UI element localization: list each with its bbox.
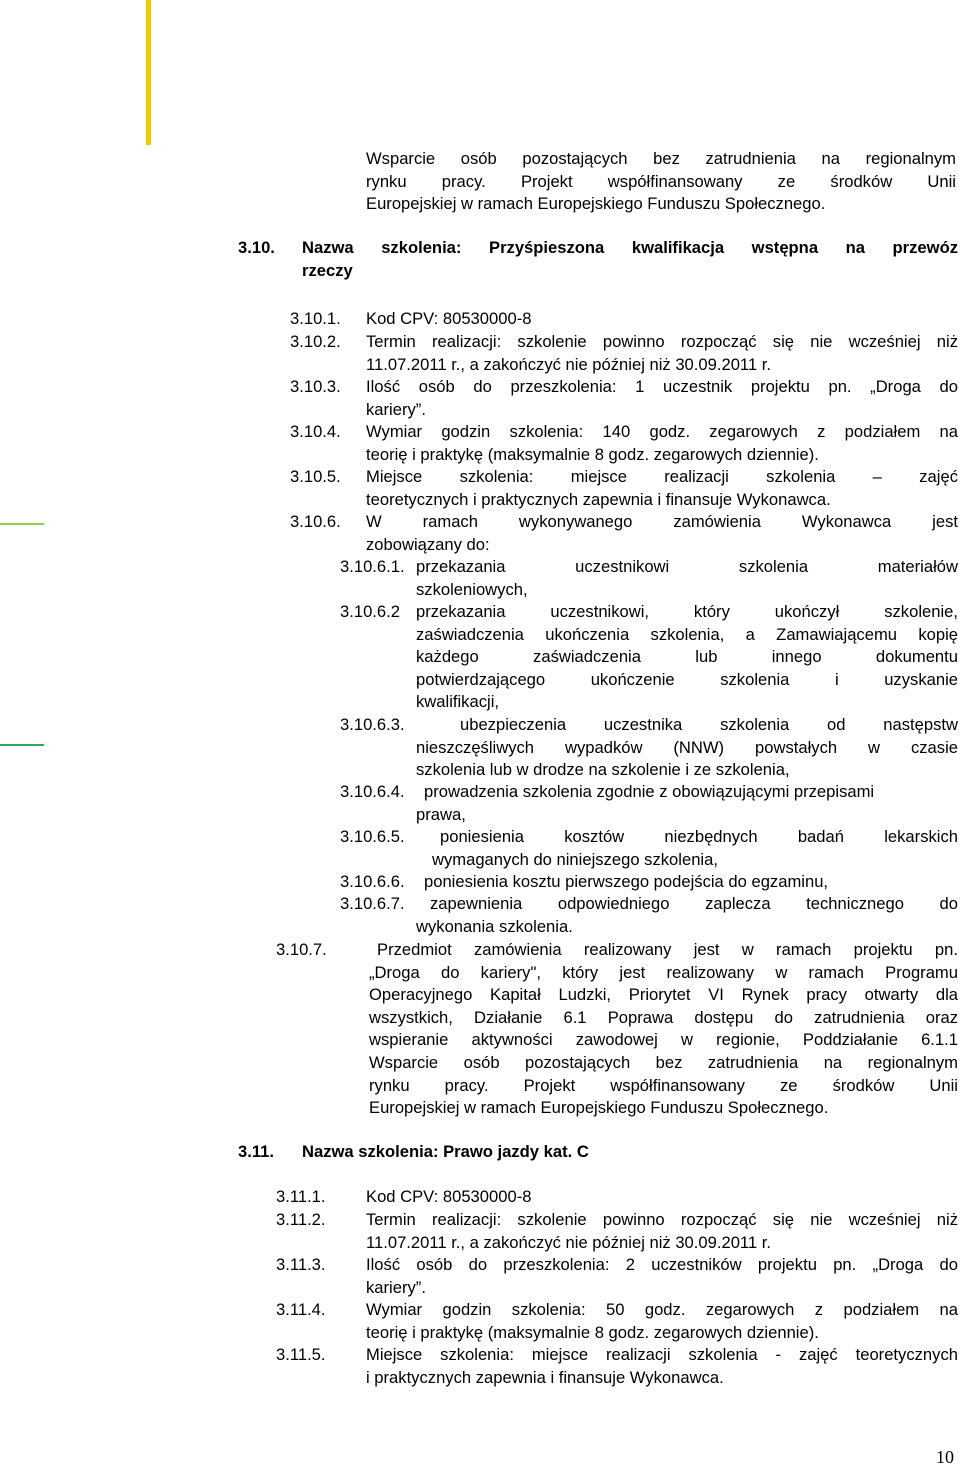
item-text bbox=[366, 331, 958, 376]
section-number: 3.11. bbox=[238, 1142, 274, 1161]
text-line: Wymiar godzin szkolenia: 50 godz. zegarowych z podziałem na bbox=[366, 1300, 958, 1319]
item-number: 3.10.7. bbox=[276, 940, 327, 959]
text-line: potwierdzającego ukończenie szkolenia i uzyskanie bbox=[416, 669, 958, 689]
text-line: szkoleniowych, bbox=[416, 579, 528, 599]
text-line: rynku pracy. Projekt współfinansowany ze środków Unii bbox=[369, 1075, 958, 1095]
text-line: Wsparcie osób pozostających bez zatrudnienia na regionalnym bbox=[369, 1052, 958, 1072]
subitem-text bbox=[416, 826, 958, 871]
item-number: 3.10.2. bbox=[290, 332, 341, 351]
text-line: zobowiązany do: bbox=[366, 534, 490, 554]
subitem-number: 3.10.6.1. bbox=[340, 557, 405, 576]
text-line: przekazania uczestnikowi, który ukończył szkolenie, bbox=[416, 602, 958, 621]
section-heading: Nazwa szkolenia: Prawo jazdy kat. C bbox=[302, 1142, 589, 1161]
text-line: zapewnienia odpowiedniego zaplecza technicznego do bbox=[430, 894, 958, 913]
text-line: kwalifikacji, bbox=[416, 692, 499, 712]
text-line: teoretycznych i praktycznych zapewnia i finansuje Wykonawca. bbox=[366, 489, 831, 509]
text-line: Miejsce szkolenia: miejsce realizacji szkolenia - zajęć teoretycznych bbox=[366, 1345, 958, 1364]
text-line: 11.07.2011 r., a zakończyć nie później niż 30.09.2011 r. bbox=[366, 354, 771, 374]
item-number: 3.10.5. bbox=[290, 467, 341, 486]
text-line: Europejskiej w ramach Europejskiego Funduszu Społecznego. bbox=[366, 194, 826, 214]
text-line: wymaganych do niniejszego szkolenia, bbox=[432, 849, 718, 869]
text-line: zaświadczenia ukończenia szkolenia, a Zamawiającemu kopię bbox=[416, 624, 958, 644]
text-line: wszystkich, Działanie 6.1 Poprawa dostępu do zatrudnienia oraz bbox=[369, 1007, 958, 1027]
text-line: teorię i praktykę (maksymalnie 8 godz. zegarowych dziennie). bbox=[366, 1322, 819, 1342]
text-line: wspieranie aktywności zawodowej w regionie, Poddziałanie 6.1.1 bbox=[369, 1030, 958, 1050]
text-line: prawa, bbox=[416, 804, 466, 824]
item-text bbox=[366, 421, 958, 466]
heading-line: Nazwa szkolenia: Przyśpieszona kwalifikacja wstępna na przewóz bbox=[302, 238, 958, 257]
subitem-text bbox=[416, 714, 958, 782]
subitem-number: 3.10.6.3. bbox=[340, 715, 405, 734]
item-number: 3.11.5. bbox=[276, 1345, 326, 1364]
text-line: prowadzenia szkolenia zgodnie z obowiązującymi przepisami bbox=[424, 782, 875, 801]
text-line: „Droga do kariery", który jest realizowany w ramach Programu bbox=[369, 962, 958, 982]
text-line: rynku pracy. Projekt współfinansowany ze środków Unii bbox=[366, 171, 956, 191]
subitem-number: 3.10.6.6. bbox=[340, 872, 405, 891]
subitem-text bbox=[416, 871, 958, 894]
item-text bbox=[366, 1254, 958, 1299]
subitem-text bbox=[416, 601, 958, 714]
text-line: Wsparcie osób pozostających bez zatrudnienia na regionalnym bbox=[366, 149, 956, 168]
text-line: ubezpieczenia uczestnika szkolenia od następstw bbox=[460, 715, 958, 734]
item-number: 3.10.3. bbox=[290, 377, 341, 396]
text-line: Kod CPV: 80530000-8 bbox=[366, 309, 532, 328]
heading-line: rzeczy bbox=[302, 260, 353, 280]
page-number: 10 bbox=[936, 1447, 954, 1467]
text-line: poniesienia kosztów niezbędnych badań lekarskich bbox=[440, 827, 958, 846]
item-text bbox=[366, 1299, 958, 1344]
subitem-text bbox=[416, 893, 958, 938]
item-number: 3.11.1. bbox=[276, 1187, 326, 1206]
item-text bbox=[366, 1344, 958, 1389]
item-text bbox=[366, 511, 958, 556]
text-line: Ilość osób do przeszkolenia: 1 uczestnik projektu pn. „Droga do bbox=[366, 377, 958, 396]
text-line: kariery”. bbox=[366, 1277, 426, 1297]
item-number: 3.10.4. bbox=[290, 422, 341, 441]
text-line: Przedmiot zamówienia realizowany jest w ramach projektu pn. bbox=[377, 940, 958, 959]
subitem-number: 3.10.6.4. bbox=[340, 782, 405, 801]
item-text bbox=[366, 308, 958, 331]
text-line: przekazania uczestnikowi szkolenia materiałów bbox=[416, 557, 958, 576]
text-line: szkolenia lub w drodze na szkolenie i ze szkolenia, bbox=[416, 760, 790, 780]
subitem-text bbox=[416, 556, 958, 601]
item-text bbox=[366, 466, 958, 511]
text-line: Termin realizacji: szkolenie powinno rozpocząć się nie wcześniej niż bbox=[366, 1210, 958, 1229]
subitem-number: 3.10.6.5. bbox=[340, 827, 405, 846]
text-line: Kod CPV: 80530000-8 bbox=[366, 1187, 532, 1206]
text-line: Europejskiej w ramach Europejskiego Funduszu Społecznego. bbox=[369, 1098, 829, 1118]
text-line: teorię i praktykę (maksymalnie 8 godz. zegarowych dziennie). bbox=[366, 444, 819, 464]
text-line: Operacyjnego Kapitał Ludzki, Priorytet VI Rynek pracy otwarty dla bbox=[369, 985, 958, 1005]
item-text bbox=[369, 939, 958, 1120]
item-number: 3.10.1. bbox=[290, 309, 341, 328]
text-line: Termin realizacji: szkolenie powinno rozpocząć się nie wcześniej niż bbox=[366, 332, 958, 351]
text-line: każdego zaświadczenia lub innego dokumentu bbox=[416, 647, 958, 667]
text-line: W ramach wykonywanego zamówienia Wykonawca jest bbox=[366, 512, 958, 531]
item-number: 3.11.2. bbox=[276, 1210, 326, 1229]
text-line: i praktycznych zapewnia i finansuje Wykonawca. bbox=[366, 1367, 724, 1387]
item-number: 3.11.4. bbox=[276, 1300, 326, 1319]
text-line: Wymiar godzin szkolenia: 140 godz. zegarowych z podziałem na bbox=[366, 422, 958, 441]
text-line: wykonania szkolenia. bbox=[416, 916, 573, 936]
section-heading bbox=[302, 237, 958, 282]
item-text bbox=[366, 376, 958, 421]
item-text bbox=[366, 1209, 958, 1254]
yellow-margin-bar bbox=[146, 0, 151, 145]
section-number: 3.10. bbox=[238, 238, 275, 257]
item-number: 3.10.6. bbox=[290, 512, 341, 531]
text-line: poniesienia kosztu pierwszego podejścia do egzaminu, bbox=[424, 872, 829, 891]
subitem-number: 3.10.6.2 bbox=[340, 602, 400, 621]
text-line: Miejsce szkolenia: miejsce realizacji szkolenia – zajęć bbox=[366, 467, 958, 486]
item-text bbox=[366, 1186, 958, 1209]
text-line: 11.07.2011 r., a zakończyć nie później niż 30.09.2011 r. bbox=[366, 1232, 771, 1252]
item-number: 3.11.3. bbox=[276, 1255, 326, 1274]
text-line: kariery”. bbox=[366, 399, 426, 419]
text-line: Ilość osób do przeszkolenia: 2 uczestników projektu pn. „Droga do bbox=[366, 1255, 958, 1274]
subitem-number: 3.10.6.7. bbox=[340, 894, 405, 913]
green-margin-line bbox=[0, 744, 44, 746]
intro-paragraph bbox=[366, 148, 956, 216]
green-margin-line bbox=[0, 523, 44, 525]
text-line: nieszczęśliwych wypadków (NNW) powstałych w czasie bbox=[416, 737, 958, 757]
subitem-text bbox=[416, 781, 958, 826]
